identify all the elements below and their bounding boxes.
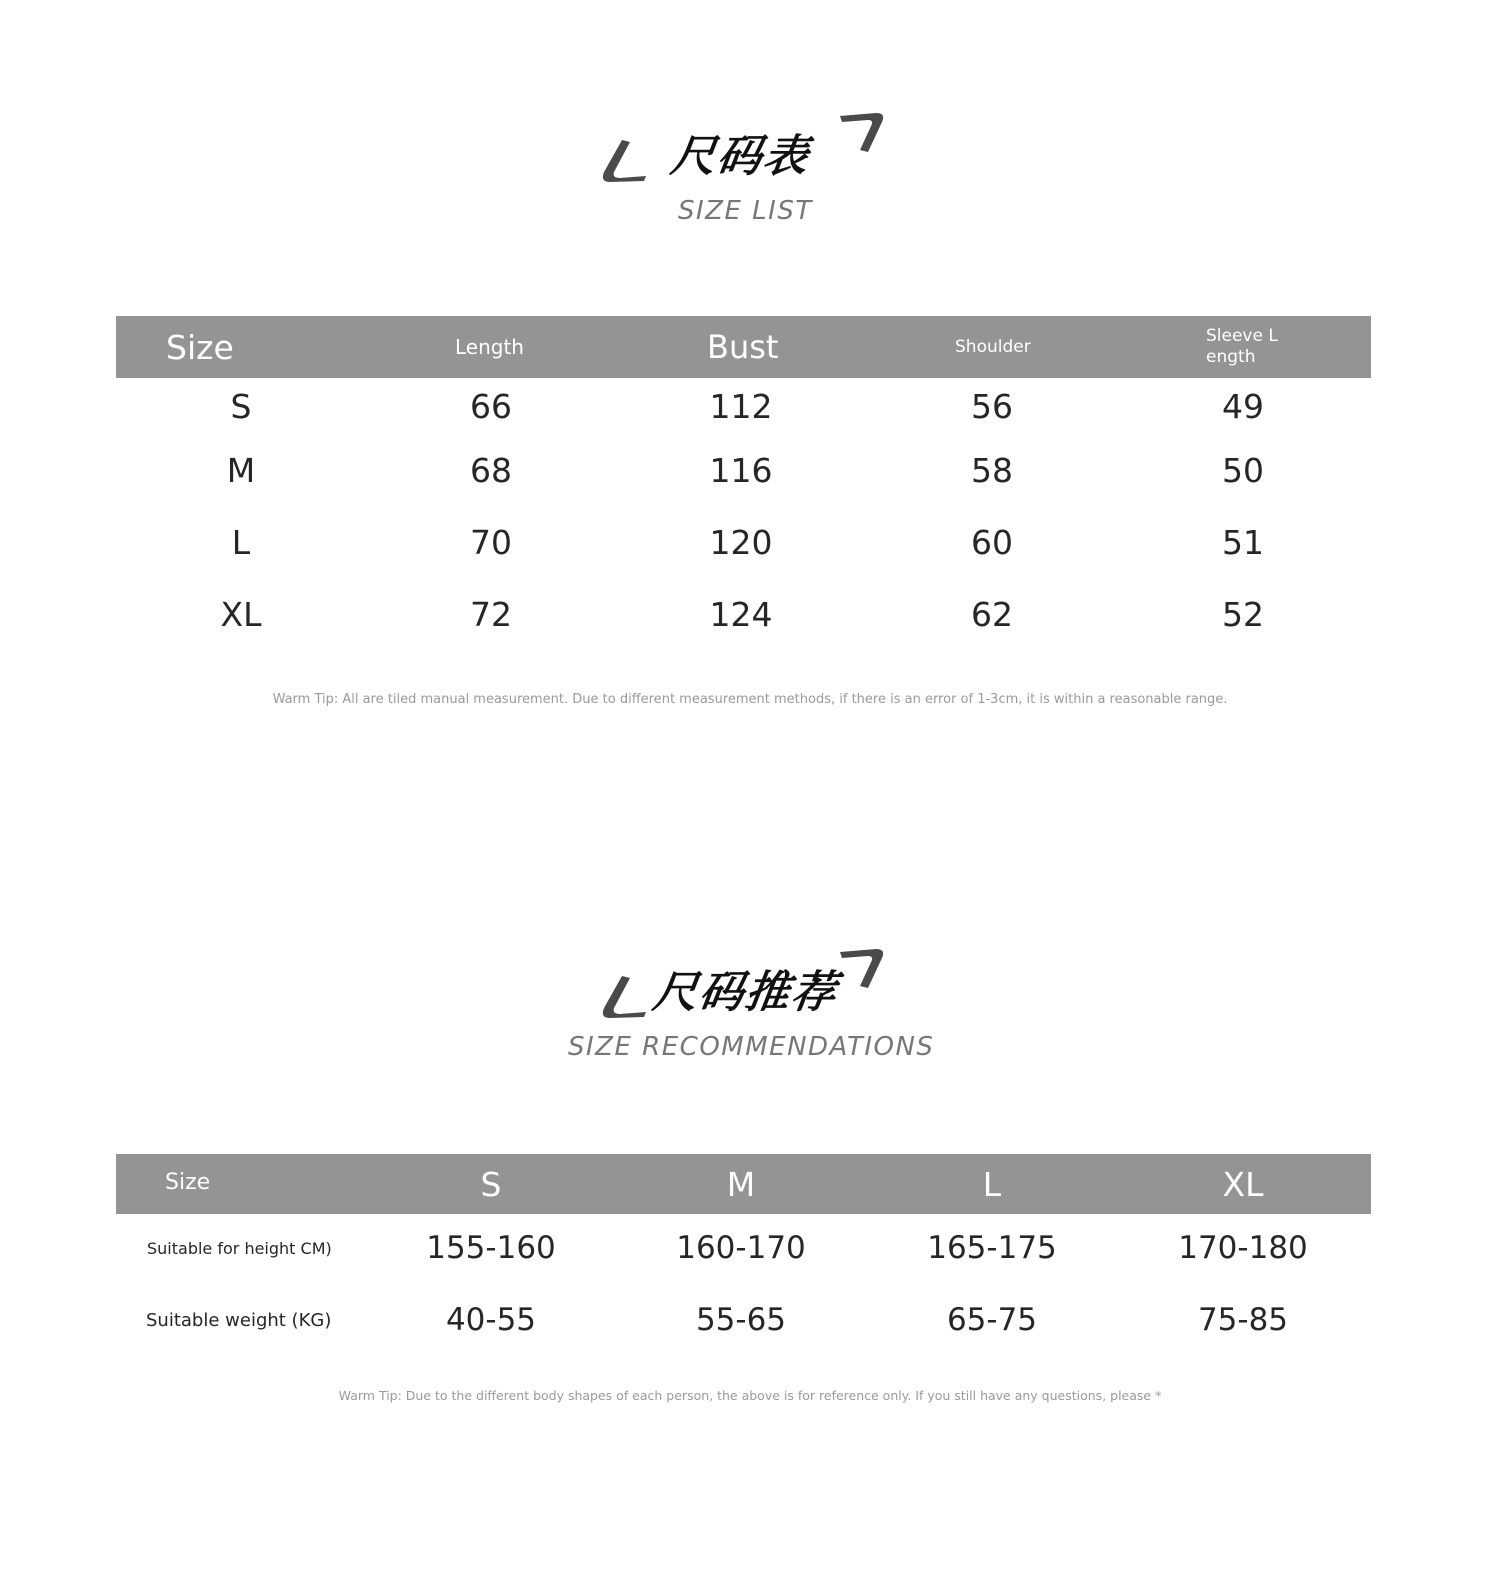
shoulder-cell: 62	[971, 594, 1013, 634]
size-list-title-en: SIZE LIST	[678, 196, 813, 226]
header-size: Size	[166, 327, 234, 367]
header-sleeve-length: Sleeve L ength	[1206, 326, 1278, 367]
table-row	[116, 1214, 1371, 1282]
header-shoulder: Shoulder	[955, 337, 1031, 357]
right-bracket-icon	[838, 112, 888, 157]
shoulder-cell: 60	[971, 522, 1013, 562]
height-range-xl: 170-180	[1178, 1230, 1308, 1266]
weight-range-m: 55-65	[695, 1302, 787, 1338]
size-cell: XL	[220, 594, 262, 634]
length-cell: 72	[470, 594, 512, 634]
size-recommendations-title-cn: 尺码推荐	[649, 967, 841, 1018]
length-cell: 70	[470, 522, 512, 562]
size-list-header-row	[116, 316, 1371, 378]
height-range-s: 155-160	[426, 1230, 556, 1266]
size-recommendations-title-en: SIZE RECOMMENDATIONS	[568, 1032, 935, 1062]
height-range-l: 165-175	[927, 1230, 1057, 1266]
length-cell: 66	[470, 386, 512, 426]
size-list-title-cn: 尺码表	[667, 131, 813, 182]
weight-range-l: 65-75	[946, 1302, 1038, 1338]
left-bracket-icon	[600, 974, 650, 1024]
shoulder-cell: 58	[971, 450, 1013, 490]
size-cell: S	[230, 386, 252, 426]
size-list-table	[116, 316, 1371, 650]
header-bust: Bust	[707, 328, 779, 366]
sleeve-cell: 49	[1222, 386, 1264, 426]
header-size: Size	[165, 1169, 211, 1195]
row-label-weight: Suitable weight (KG)	[146, 1309, 332, 1331]
header-m: M	[726, 1164, 756, 1204]
weight-range-xl: 75-85	[1197, 1302, 1289, 1338]
table-row	[116, 506, 1371, 578]
row-label-height: Suitable for height CM)	[147, 1238, 332, 1258]
table-row	[116, 578, 1371, 650]
size-list-warm-tip: Warm Tip: All are tiled manual measurement. Due to different measurement methods, if there is an error of 1-3cm, it is within a reasonable range.	[272, 692, 1228, 707]
bust-cell: 116	[709, 450, 773, 490]
sleeve-cell: 51	[1222, 522, 1264, 562]
table-row	[116, 1282, 1371, 1358]
size-cell: M	[226, 450, 256, 490]
left-bracket-icon	[600, 138, 650, 188]
sleeve-cell: 52	[1222, 594, 1264, 634]
bust-cell: 112	[709, 386, 773, 426]
header-l: L	[982, 1164, 1002, 1204]
sleeve-cell: 50	[1222, 450, 1264, 490]
header-s: S	[480, 1164, 502, 1204]
size-recommendations-table	[116, 1154, 1371, 1358]
size-list-heading	[0, 100, 1500, 240]
height-range-m: 160-170	[676, 1230, 806, 1266]
table-row	[116, 434, 1371, 506]
length-cell: 68	[470, 450, 512, 490]
table-row	[116, 378, 1371, 434]
bust-cell: 120	[709, 522, 773, 562]
right-bracket-icon	[838, 948, 888, 993]
weight-range-s: 40-55	[445, 1302, 537, 1338]
size-recommendations-warm-tip: Warm Tip: Due to the different body shapes of each person, the above is for reference only. If you still have any questions, please *	[338, 1388, 1162, 1403]
size-recommendations-heading	[0, 940, 1500, 1080]
size-cell: L	[231, 522, 251, 562]
shoulder-cell: 56	[971, 386, 1013, 426]
size-recommendations-header-row	[116, 1154, 1371, 1214]
header-length: Length	[455, 335, 524, 359]
header-xl: XL	[1222, 1164, 1264, 1204]
bust-cell: 124	[709, 594, 773, 634]
